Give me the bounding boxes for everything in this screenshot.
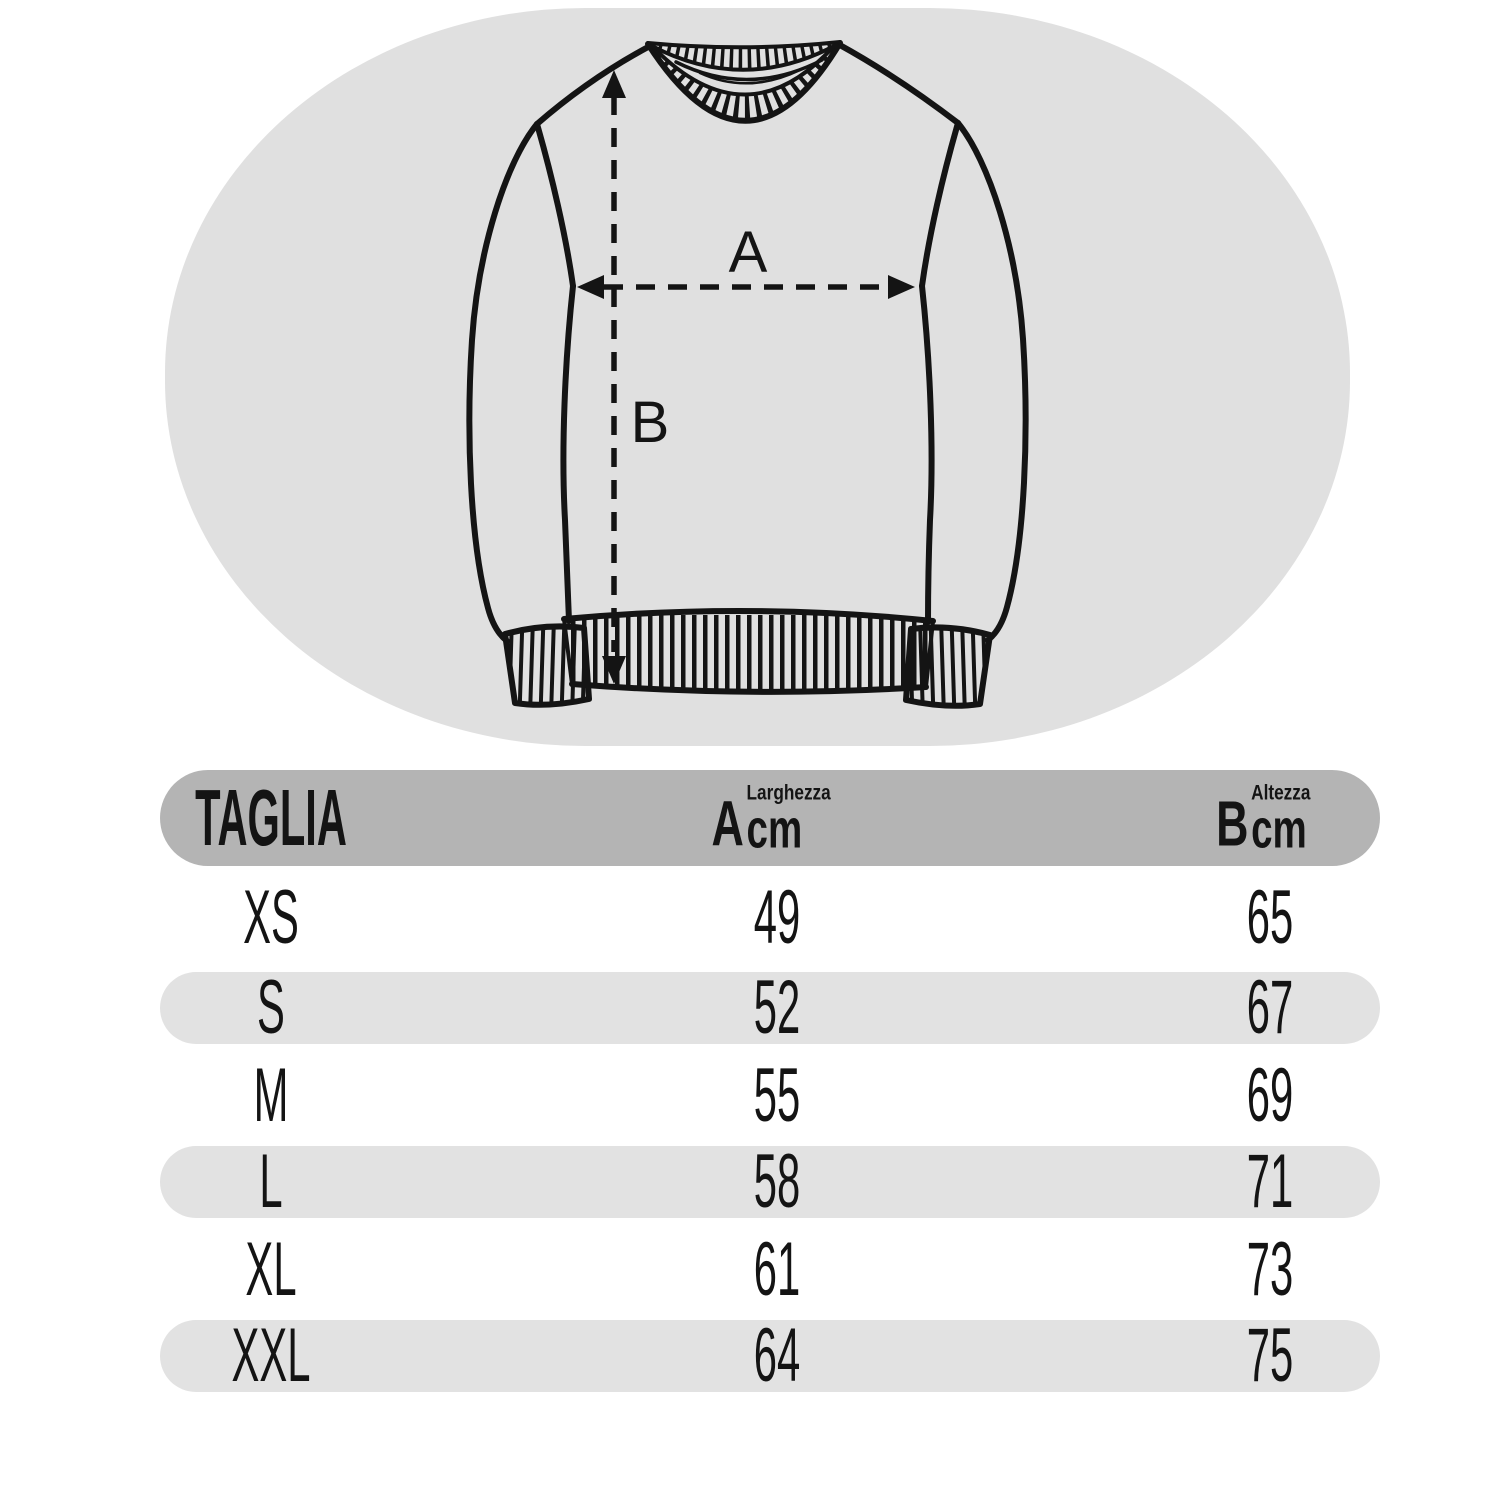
size-label: M [253,1053,289,1138]
width-value: 52 [753,965,801,1050]
height-value: 75 [1246,1313,1294,1398]
height-value: 65 [1246,875,1294,960]
header-size-label: TAGLIA [195,773,347,862]
height-value: 67 [1246,965,1294,1050]
header-b-unit: cm [1251,797,1308,860]
height-value: 69 [1246,1053,1294,1138]
table-row-xs [160,875,1380,960]
table-header-row [160,770,1380,866]
size-label: XXL [231,1313,311,1398]
width-label-a: A [728,220,768,285]
header-a-unit: cm [746,797,803,860]
height-label-b: B [630,390,670,455]
table-row-xl [160,1227,1380,1312]
height-value: 71 [1246,1139,1294,1224]
header-a-superscript: Larghezza [746,781,831,805]
table-row-s [160,965,1380,1050]
width-value: 64 [753,1313,801,1398]
header-b-superscript: Altezza [1251,781,1311,805]
size-label: XS [243,875,299,960]
width-value: 55 [753,1053,801,1138]
header-b-letter: B [1216,786,1249,859]
table-row-xxl [160,1313,1380,1398]
width-value: 58 [753,1139,801,1224]
table-row-l [160,1139,1380,1224]
width-value: 61 [753,1227,801,1312]
width-value: 49 [753,875,801,960]
header-height-column [1209,781,1331,860]
height-value: 73 [1246,1227,1294,1312]
header-width-column [705,781,850,860]
size-label: L [259,1139,283,1224]
size-label: XL [245,1227,297,1312]
header-a-letter: A [711,786,744,859]
table-row-m [160,1053,1380,1138]
header-size-column [125,773,417,862]
size-label: S [257,965,285,1050]
